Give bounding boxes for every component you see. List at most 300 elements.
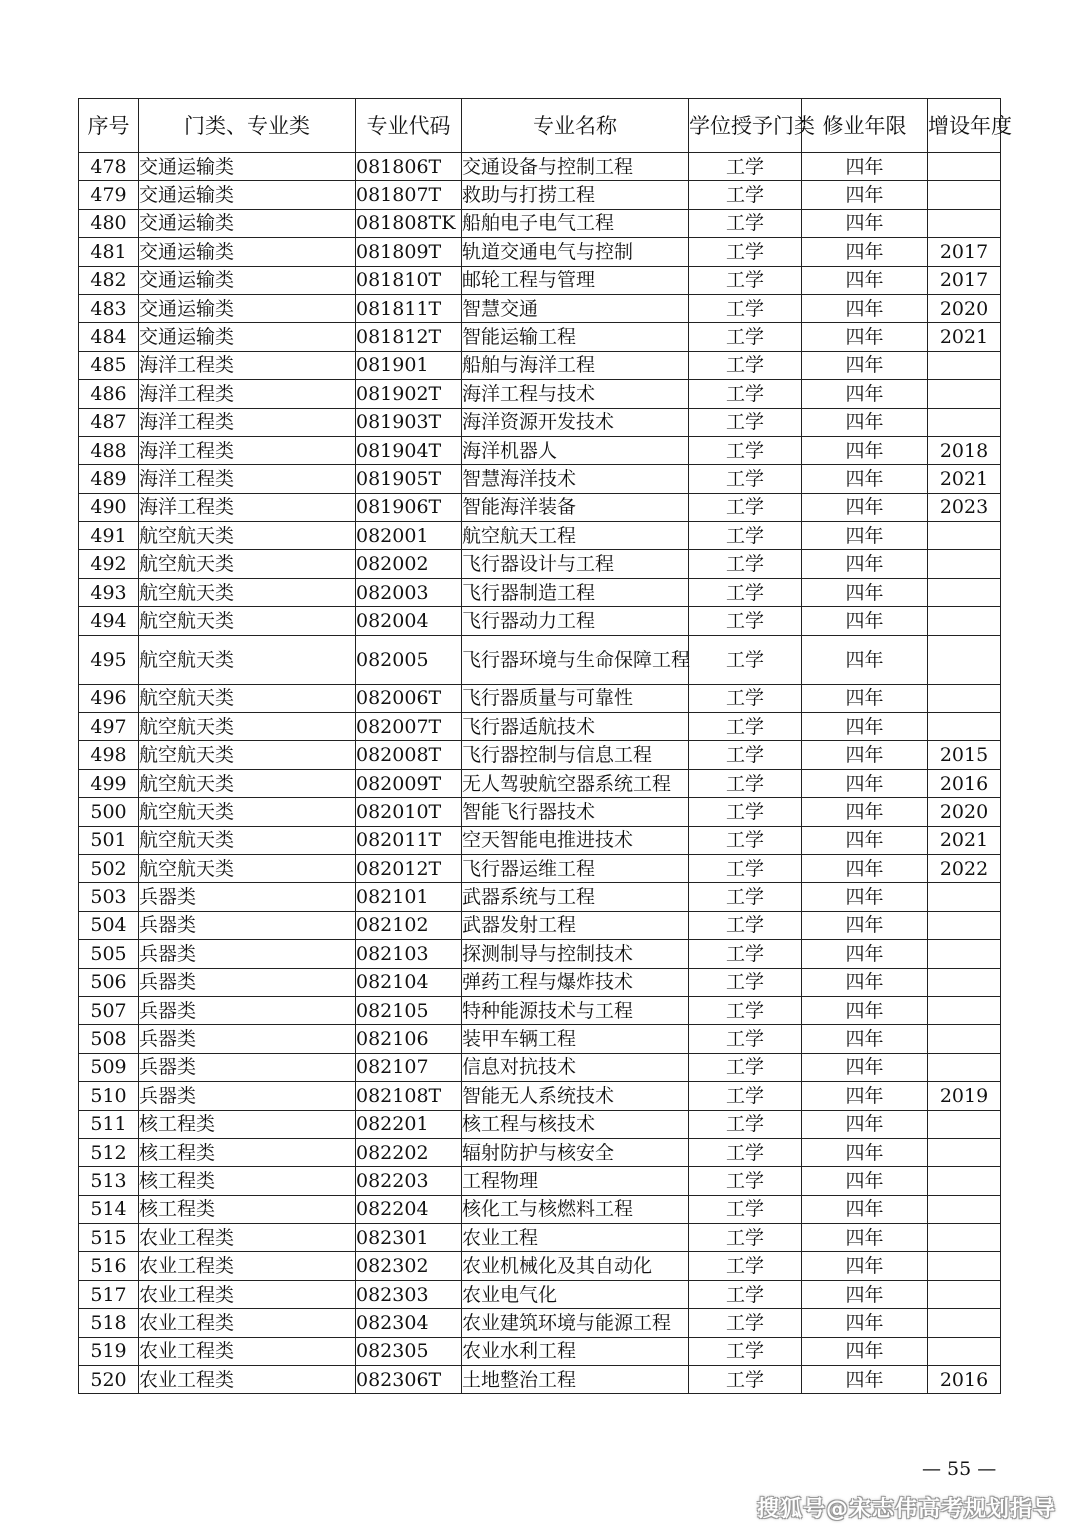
table-row <box>79 1167 1001 1195</box>
code-cell: 082102 <box>356 911 462 939</box>
name-cell: 智慧海洋技术 <box>462 465 689 493</box>
seq-cell: 498 <box>79 741 139 769</box>
code-cell: 081807T <box>356 181 462 209</box>
seq-cell: 515 <box>79 1224 139 1252</box>
year-cell: 2020 <box>928 798 1001 826</box>
degree-cell: 工学 <box>689 826 802 854</box>
degree-cell: 工学 <box>689 940 802 968</box>
year-cell: 2015 <box>928 741 1001 769</box>
seq-cell: 509 <box>79 1053 139 1081</box>
duration-cell: 四年 <box>802 1224 928 1252</box>
year-cell <box>928 1309 1001 1337</box>
code-cell: 081906T <box>356 493 462 521</box>
duration-cell: 四年 <box>802 1252 928 1280</box>
name-cell: 武器系统与工程 <box>462 883 689 911</box>
table-row <box>79 1053 1001 1081</box>
degree-cell: 工学 <box>689 635 802 684</box>
header-category: 门类、专业类 <box>139 99 356 153</box>
year-cell <box>928 1138 1001 1166</box>
seq-cell: 520 <box>79 1366 139 1394</box>
category-cell: 海洋工程类 <box>139 408 356 436</box>
degree-cell: 工学 <box>689 1110 802 1138</box>
table-row <box>79 741 1001 769</box>
duration-cell: 四年 <box>802 911 928 939</box>
year-cell <box>928 968 1001 996</box>
code-cell: 081810T <box>356 266 462 294</box>
duration-cell: 四年 <box>802 1167 928 1195</box>
table-row <box>79 1025 1001 1053</box>
category-cell: 兵器类 <box>139 911 356 939</box>
code-cell: 082306T <box>356 1366 462 1394</box>
category-cell: 兵器类 <box>139 1025 356 1053</box>
code-cell: 082002 <box>356 550 462 578</box>
year-cell: 2017 <box>928 266 1001 294</box>
header-row <box>79 99 1001 153</box>
table-row <box>79 436 1001 464</box>
seq-cell: 499 <box>79 769 139 797</box>
table-row <box>79 181 1001 209</box>
degree-cell: 工学 <box>689 1053 802 1081</box>
year-cell <box>928 635 1001 684</box>
category-cell: 兵器类 <box>139 968 356 996</box>
code-cell: 082008T <box>356 741 462 769</box>
code-cell: 082004 <box>356 607 462 635</box>
seq-cell: 484 <box>79 323 139 351</box>
code-cell: 082203 <box>356 1167 462 1195</box>
seq-cell: 487 <box>79 408 139 436</box>
year-cell: 2023 <box>928 493 1001 521</box>
name-cell: 飞行器制造工程 <box>462 578 689 606</box>
category-cell: 交通运输类 <box>139 266 356 294</box>
category-cell: 航空航天类 <box>139 854 356 882</box>
code-cell: 081809T <box>356 238 462 266</box>
seq-cell: 489 <box>79 465 139 493</box>
duration-cell: 四年 <box>802 1337 928 1365</box>
seq-cell: 506 <box>79 968 139 996</box>
name-cell: 飞行器质量与可靠性 <box>462 684 689 712</box>
code-cell: 082012T <box>356 854 462 882</box>
code-cell: 082104 <box>356 968 462 996</box>
table-row <box>79 1309 1001 1337</box>
category-cell: 航空航天类 <box>139 769 356 797</box>
table-row <box>79 209 1001 237</box>
year-cell <box>928 1053 1001 1081</box>
code-cell: 082007T <box>356 713 462 741</box>
degree-cell: 工学 <box>689 522 802 550</box>
duration-cell: 四年 <box>802 1280 928 1308</box>
code-cell: 081812T <box>356 323 462 351</box>
degree-cell: 工学 <box>689 1138 802 1166</box>
degree-cell: 工学 <box>689 351 802 379</box>
year-cell <box>928 607 1001 635</box>
degree-cell: 工学 <box>689 1366 802 1394</box>
duration-cell: 四年 <box>802 153 928 181</box>
table-row <box>79 1337 1001 1365</box>
degree-cell: 工学 <box>689 1082 802 1110</box>
degree-cell: 工学 <box>689 1309 802 1337</box>
seq-cell: 486 <box>79 380 139 408</box>
degree-cell: 工学 <box>689 1252 802 1280</box>
duration-cell: 四年 <box>802 996 928 1024</box>
name-cell: 农业机械化及其自动化 <box>462 1252 689 1280</box>
duration-cell: 四年 <box>802 238 928 266</box>
degree-cell: 工学 <box>689 1025 802 1053</box>
year-cell: 2016 <box>928 1366 1001 1394</box>
seq-cell: 479 <box>79 181 139 209</box>
seq-cell: 496 <box>79 684 139 712</box>
category-cell: 兵器类 <box>139 940 356 968</box>
code-cell: 082105 <box>356 996 462 1024</box>
degree-cell: 工学 <box>689 493 802 521</box>
code-cell: 082305 <box>356 1337 462 1365</box>
degree-cell: 工学 <box>689 209 802 237</box>
duration-cell: 四年 <box>802 1053 928 1081</box>
seq-cell: 502 <box>79 854 139 882</box>
year-cell <box>928 153 1001 181</box>
seq-cell: 480 <box>79 209 139 237</box>
code-cell: 081904T <box>356 436 462 464</box>
table-row <box>79 238 1001 266</box>
seq-cell: 510 <box>79 1082 139 1110</box>
code-cell: 082001 <box>356 522 462 550</box>
table-row <box>79 493 1001 521</box>
code-cell: 082108T <box>356 1082 462 1110</box>
table-row <box>79 323 1001 351</box>
table-row <box>79 1366 1001 1394</box>
code-cell: 081903T <box>356 408 462 436</box>
name-cell: 智能无人系统技术 <box>462 1082 689 1110</box>
code-cell: 082303 <box>356 1280 462 1308</box>
seq-cell: 497 <box>79 713 139 741</box>
degree-cell: 工学 <box>689 713 802 741</box>
degree-cell: 工学 <box>689 854 802 882</box>
year-cell <box>928 713 1001 741</box>
name-cell: 飞行器动力工程 <box>462 607 689 635</box>
duration-cell: 四年 <box>802 522 928 550</box>
category-cell: 海洋工程类 <box>139 465 356 493</box>
category-cell: 核工程类 <box>139 1110 356 1138</box>
category-cell: 农业工程类 <box>139 1252 356 1280</box>
name-cell: 智能运输工程 <box>462 323 689 351</box>
table-row <box>79 578 1001 606</box>
year-cell <box>928 380 1001 408</box>
code-cell: 082304 <box>356 1309 462 1337</box>
table-row <box>79 1252 1001 1280</box>
header-seq: 序号 <box>79 99 139 153</box>
seq-cell: 482 <box>79 266 139 294</box>
degree-cell: 工学 <box>689 1224 802 1252</box>
name-cell: 海洋资源开发技术 <box>462 408 689 436</box>
code-cell: 082302 <box>356 1252 462 1280</box>
degree-cell: 工学 <box>689 1280 802 1308</box>
category-cell: 兵器类 <box>139 1053 356 1081</box>
code-cell: 081905T <box>356 465 462 493</box>
category-cell: 海洋工程类 <box>139 380 356 408</box>
seq-cell: 512 <box>79 1138 139 1166</box>
duration-cell: 四年 <box>802 1025 928 1053</box>
year-cell <box>928 1252 1001 1280</box>
header-name: 专业名称 <box>462 99 689 153</box>
table-row <box>79 911 1001 939</box>
degree-cell: 工学 <box>689 996 802 1024</box>
code-cell: 082006T <box>356 684 462 712</box>
year-cell: 2016 <box>928 769 1001 797</box>
name-cell: 航空航天工程 <box>462 522 689 550</box>
duration-cell: 四年 <box>802 684 928 712</box>
year-cell <box>928 351 1001 379</box>
duration-cell: 四年 <box>802 1195 928 1223</box>
table-row <box>79 351 1001 379</box>
duration-cell: 四年 <box>802 854 928 882</box>
duration-cell: 四年 <box>802 1309 928 1337</box>
degree-cell: 工学 <box>689 769 802 797</box>
category-cell: 交通运输类 <box>139 153 356 181</box>
seq-cell: 511 <box>79 1110 139 1138</box>
name-cell: 飞行器控制与信息工程 <box>462 741 689 769</box>
name-cell: 信息对抗技术 <box>462 1053 689 1081</box>
seq-cell: 517 <box>79 1280 139 1308</box>
table-row <box>79 1195 1001 1223</box>
degree-cell: 工学 <box>689 684 802 712</box>
year-cell: 2021 <box>928 323 1001 351</box>
duration-cell: 四年 <box>802 798 928 826</box>
table-row <box>79 1138 1001 1166</box>
seq-cell: 507 <box>79 996 139 1024</box>
year-cell: 2019 <box>928 1082 1001 1110</box>
name-cell: 飞行器环境与生命保障工程 <box>462 635 689 684</box>
header-degree: 学位授予门类 <box>689 99 802 153</box>
seq-cell: 485 <box>79 351 139 379</box>
category-cell: 交通运输类 <box>139 238 356 266</box>
page-number: — 55 — <box>922 1458 997 1480</box>
year-cell: 2022 <box>928 854 1001 882</box>
category-cell: 核工程类 <box>139 1167 356 1195</box>
table-row <box>79 408 1001 436</box>
category-cell: 海洋工程类 <box>139 436 356 464</box>
category-cell: 航空航天类 <box>139 578 356 606</box>
duration-cell: 四年 <box>802 380 928 408</box>
year-cell <box>928 1280 1001 1308</box>
code-cell: 082005 <box>356 635 462 684</box>
name-cell: 辐射防护与核安全 <box>462 1138 689 1166</box>
duration-cell: 四年 <box>802 351 928 379</box>
name-cell: 智能飞行器技术 <box>462 798 689 826</box>
name-cell: 无人驾驶航空器系统工程 <box>462 769 689 797</box>
year-cell: 2021 <box>928 826 1001 854</box>
table-row <box>79 522 1001 550</box>
name-cell: 交通设备与控制工程 <box>462 153 689 181</box>
table-row <box>79 854 1001 882</box>
year-cell <box>928 181 1001 209</box>
name-cell: 飞行器运维工程 <box>462 854 689 882</box>
seq-cell: 504 <box>79 911 139 939</box>
category-cell: 航空航天类 <box>139 550 356 578</box>
code-cell: 082106 <box>356 1025 462 1053</box>
table-row <box>79 684 1001 712</box>
code-cell: 082103 <box>356 940 462 968</box>
seq-cell: 491 <box>79 522 139 550</box>
year-cell <box>928 684 1001 712</box>
name-cell: 邮轮工程与管理 <box>462 266 689 294</box>
code-cell: 081901 <box>356 351 462 379</box>
name-cell: 飞行器适航技术 <box>462 713 689 741</box>
year-cell <box>928 883 1001 911</box>
year-cell <box>928 1167 1001 1195</box>
year-cell <box>928 1110 1001 1138</box>
duration-cell: 四年 <box>802 741 928 769</box>
degree-cell: 工学 <box>689 911 802 939</box>
year-cell <box>928 578 1001 606</box>
category-cell: 农业工程类 <box>139 1337 356 1365</box>
header-code: 专业代码 <box>356 99 462 153</box>
name-cell: 探测制导与控制技术 <box>462 940 689 968</box>
seq-cell: 500 <box>79 798 139 826</box>
seq-cell: 494 <box>79 607 139 635</box>
seq-cell: 513 <box>79 1167 139 1195</box>
name-cell: 海洋工程与技术 <box>462 380 689 408</box>
table-row <box>79 465 1001 493</box>
code-cell: 082101 <box>356 883 462 911</box>
degree-cell: 工学 <box>689 741 802 769</box>
seq-cell: 518 <box>79 1309 139 1337</box>
category-cell: 农业工程类 <box>139 1366 356 1394</box>
degree-cell: 工学 <box>689 1337 802 1365</box>
seq-cell: 478 <box>79 153 139 181</box>
header-duration: 修业年限 <box>802 99 928 153</box>
table-row <box>79 826 1001 854</box>
table-row <box>79 883 1001 911</box>
year-cell: 2021 <box>928 465 1001 493</box>
category-cell: 兵器类 <box>139 883 356 911</box>
degree-cell: 工学 <box>689 436 802 464</box>
category-cell: 农业工程类 <box>139 1280 356 1308</box>
category-cell: 海洋工程类 <box>139 493 356 521</box>
year-cell: 2017 <box>928 238 1001 266</box>
degree-cell: 工学 <box>689 323 802 351</box>
name-cell: 农业电气化 <box>462 1280 689 1308</box>
category-cell: 核工程类 <box>139 1195 356 1223</box>
duration-cell: 四年 <box>802 465 928 493</box>
year-cell <box>928 911 1001 939</box>
year-cell <box>928 550 1001 578</box>
table-row <box>79 1082 1001 1110</box>
code-cell: 082301 <box>356 1224 462 1252</box>
year-cell <box>928 1337 1001 1365</box>
category-cell: 兵器类 <box>139 1082 356 1110</box>
name-cell: 海洋机器人 <box>462 436 689 464</box>
degree-cell: 工学 <box>689 380 802 408</box>
year-cell <box>928 522 1001 550</box>
category-cell: 交通运输类 <box>139 209 356 237</box>
duration-cell: 四年 <box>802 1366 928 1394</box>
duration-cell: 四年 <box>802 436 928 464</box>
duration-cell: 四年 <box>802 1110 928 1138</box>
name-cell: 武器发射工程 <box>462 911 689 939</box>
table-row <box>79 769 1001 797</box>
table-row <box>79 713 1001 741</box>
table-row <box>79 380 1001 408</box>
degree-cell: 工学 <box>689 153 802 181</box>
table-row <box>79 153 1001 181</box>
degree-cell: 工学 <box>689 294 802 322</box>
code-cell: 082003 <box>356 578 462 606</box>
category-cell: 航空航天类 <box>139 635 356 684</box>
category-cell: 交通运输类 <box>139 294 356 322</box>
name-cell: 农业建筑环境与能源工程 <box>462 1309 689 1337</box>
degree-cell: 工学 <box>689 550 802 578</box>
code-cell: 082204 <box>356 1195 462 1223</box>
category-cell: 航空航天类 <box>139 522 356 550</box>
name-cell: 土地整治工程 <box>462 1366 689 1394</box>
degree-cell: 工学 <box>689 607 802 635</box>
category-cell: 航空航天类 <box>139 741 356 769</box>
seq-cell: 493 <box>79 578 139 606</box>
duration-cell: 四年 <box>802 323 928 351</box>
table-row <box>79 996 1001 1024</box>
category-cell: 交通运输类 <box>139 323 356 351</box>
duration-cell: 四年 <box>802 769 928 797</box>
table-row <box>79 1280 1001 1308</box>
name-cell: 轨道交通电气与控制 <box>462 238 689 266</box>
year-cell: 2018 <box>928 436 1001 464</box>
name-cell: 船舶与海洋工程 <box>462 351 689 379</box>
degree-cell: 工学 <box>689 883 802 911</box>
duration-cell: 四年 <box>802 578 928 606</box>
seq-cell: 501 <box>79 826 139 854</box>
table-row <box>79 294 1001 322</box>
name-cell: 农业水利工程 <box>462 1337 689 1365</box>
degree-cell: 工学 <box>689 181 802 209</box>
name-cell: 救助与打捞工程 <box>462 181 689 209</box>
degree-cell: 工学 <box>689 465 802 493</box>
category-cell: 航空航天类 <box>139 798 356 826</box>
duration-cell: 四年 <box>802 968 928 996</box>
duration-cell: 四年 <box>802 181 928 209</box>
name-cell: 飞行器设计与工程 <box>462 550 689 578</box>
category-cell: 交通运输类 <box>139 181 356 209</box>
category-cell: 兵器类 <box>139 996 356 1024</box>
name-cell: 智能海洋装备 <box>462 493 689 521</box>
code-cell: 081902T <box>356 380 462 408</box>
seq-cell: 492 <box>79 550 139 578</box>
year-cell <box>928 1224 1001 1252</box>
table-row <box>79 1110 1001 1138</box>
seq-cell: 483 <box>79 294 139 322</box>
year-cell <box>928 1025 1001 1053</box>
table-row <box>79 798 1001 826</box>
year-cell: 2020 <box>928 294 1001 322</box>
category-cell: 农业工程类 <box>139 1224 356 1252</box>
duration-cell: 四年 <box>802 713 928 741</box>
duration-cell: 四年 <box>802 940 928 968</box>
name-cell: 农业工程 <box>462 1224 689 1252</box>
seq-cell: 481 <box>79 238 139 266</box>
duration-cell: 四年 <box>802 493 928 521</box>
table-row <box>79 968 1001 996</box>
category-cell: 航空航天类 <box>139 713 356 741</box>
code-cell: 081811T <box>356 294 462 322</box>
code-cell: 082011T <box>356 826 462 854</box>
seq-cell: 508 <box>79 1025 139 1053</box>
category-cell: 核工程类 <box>139 1138 356 1166</box>
code-cell: 081806T <box>356 153 462 181</box>
name-cell: 装甲车辆工程 <box>462 1025 689 1053</box>
duration-cell: 四年 <box>802 826 928 854</box>
year-cell <box>928 209 1001 237</box>
table-row <box>79 266 1001 294</box>
code-cell: 081808TK <box>356 209 462 237</box>
degree-cell: 工学 <box>689 408 802 436</box>
